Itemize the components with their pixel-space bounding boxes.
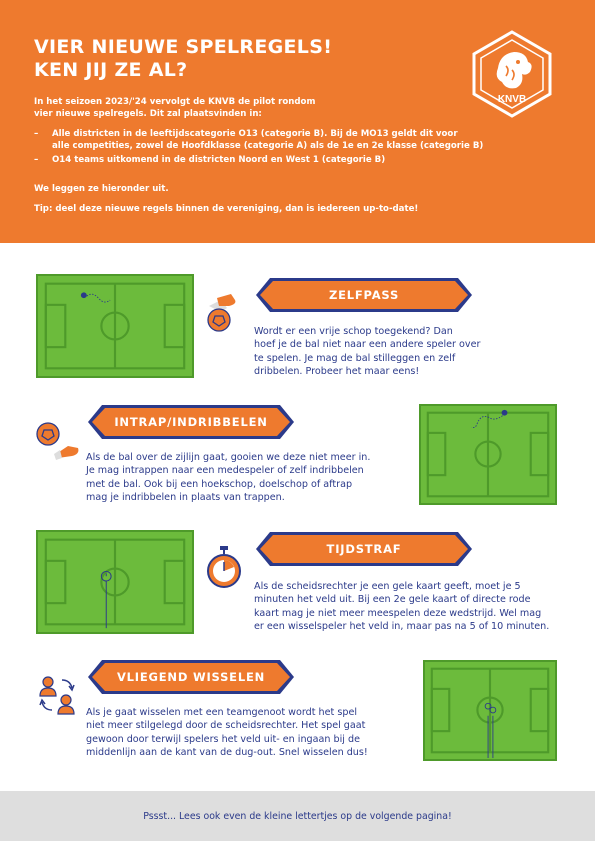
rule-text-wisselen [86,706,406,760]
pitch-diagram-intrap [419,404,557,505]
pitch-diagram-tijdstraf [36,530,194,634]
rule-title: ZELFPASS [328,288,400,302]
tip-line: Tip: deel deze nieuwe regels binnen de vereniging, dan is iedereen up-to-date! [34,204,419,214]
bullet-text: alle competities, zowel de Hoofdklasse (categorie A) als de 1e en 2e klasse (categorie B) [52,141,484,151]
rule-text-line: te spelen. Je mag de bal stilleggen en zelf [254,352,456,364]
rule-banner-intrap [86,403,296,441]
rule-text-line: mag je indribbelen in plaats van trappen. [86,492,285,504]
rule-text-intrap [86,451,406,505]
pitch-diagram-wisselen [423,660,557,761]
ball-boot-icon [34,418,82,462]
bullet-dash: – [34,155,39,165]
intro-line-2: vier nieuwe spelregels. Dit zal plaatsvinden in: [34,109,262,119]
boot-ball-icon [201,290,245,334]
rule-banner-zelfpass [254,276,474,314]
footer-note: Pssst... Lees ook even de kleine lettertjes op de volgende pagina! [143,810,452,822]
rule-text-line: kaart mag je niet meer meespelen deze wedstrijd. Wel mag [254,607,542,619]
intro-line-1: In het seizoen 2023/'24 vervolgt de KNVB de pilot rondom [34,97,316,107]
rule-banner-tijdstraf [254,530,474,568]
rule-title: TIJDSTRAF [326,542,402,556]
footer-bar [0,791,595,841]
rule-title: INTRAP/INDRIBBELEN [114,415,268,429]
ball-marker [81,292,87,298]
rule-text-line: niet meer stilgelegd door de scheidsrechter. Het spel gaat [86,720,366,732]
rule-text-line: middenlijn aan de kant van de dug-out. Snel wisselen dus! [86,747,368,759]
rule-text-tijdstraf [254,580,574,634]
rule-text-line: gewoon door terwijl spelers het veld uit- en ingaan bij de [86,733,360,745]
bullet-list [34,128,554,168]
header-banner [0,0,595,243]
rule-text-line: er een wisselspeler het veld in, maar pas na 5 of 10 minuten. [254,621,550,633]
page-title [34,36,332,82]
explain-line: We leggen ze hieronder uit. [34,184,169,194]
rule-banner-wisselen [86,658,296,696]
rule-text-line: Wordt er een vrije schop toegekend? Dan [254,326,453,337]
bullet-item [34,154,554,166]
rule-text-line: Als de scheidsrechter je een gele kaart geeft, moet je 5 [254,581,521,592]
rule-text-line: hoef je de bal niet naar een andere speler over [254,339,481,351]
knvb-logo [466,28,558,120]
title-line-1: VIER NIEUWE SPELREGELS! [34,36,333,58]
bullet-text: O14 teams uitkomend in de districten Noord en West 1 (categorie B) [52,155,386,165]
rule-title: VLIEGEND WISSELEN [116,670,266,684]
rule-text-line: minuten het veld uit. Bij een 2e gele kaart of directe rode [254,594,531,606]
ball-marker [502,410,508,416]
logo-text: KNVB [497,94,527,105]
bullet-dash: – [34,129,39,139]
pitch-diagram-zelfpass [36,274,194,378]
bullet-text: Alle districten in de leeftijdscategorie O13 (categorie B). Bij de MO13 geldt dit voor [52,129,458,139]
rule-text-line: met de bal. Ook bij een hoekschop, doelschop of aftrap [86,478,353,490]
rule-text-line: Als de bal over de zijlijn gaat, gooien we deze niet meer in. [86,452,371,463]
bullet-item [34,128,554,152]
title-line-2: KEN JIJ ZE AL? [34,59,188,81]
substitution-icon [36,672,80,716]
rule-text-zelfpass [254,325,544,379]
rule-text-line: Als je gaat wisselen met een teamgenoot wordt het spel [86,707,358,718]
rule-text-line: dribbelen. Probeer het maar eens! [254,366,420,378]
rule-text-line: Je mag intrappen naar een medespeler of zelf indribbelen [86,465,364,477]
stopwatch-icon [203,545,245,589]
intro-text [34,96,534,120]
